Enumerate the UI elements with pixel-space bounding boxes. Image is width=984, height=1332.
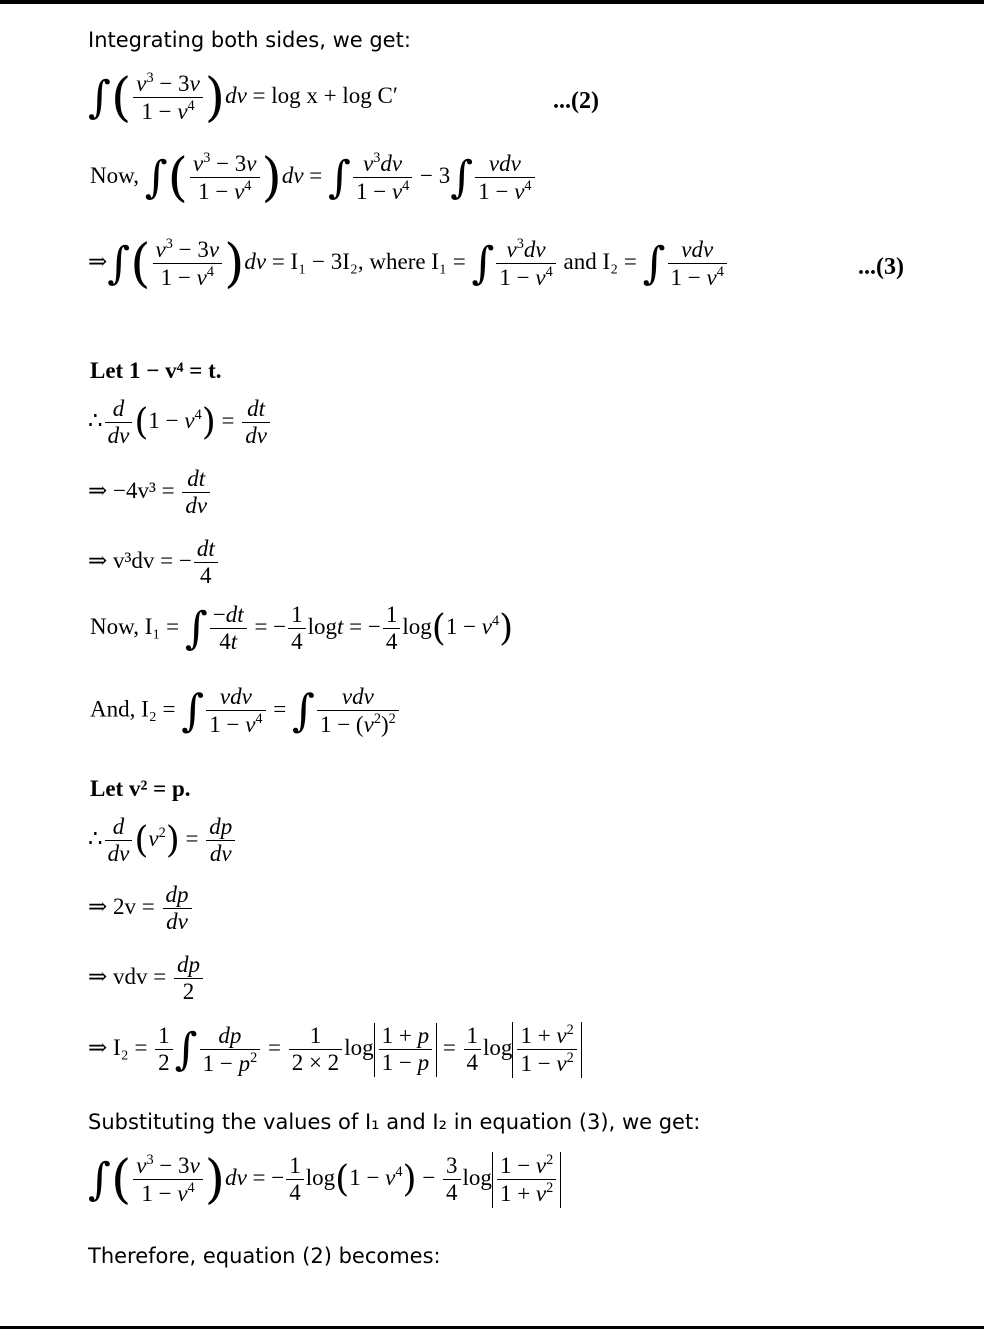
therefore-symbol-2: ∴ — [88, 826, 103, 852]
therefore-symbol: ∴ — [88, 408, 103, 434]
step-v3dv-label: ⇒ v³dv = − — [88, 548, 192, 574]
I2-lead-label: ⇒ I₂ = — [88, 1035, 148, 1061]
step-vdv-label: ⇒ vdv = — [88, 964, 167, 990]
step-2v-label: ⇒ 2v = — [88, 894, 155, 920]
equation-3: ⇒∫( $\frac{v^3 - 3v}{1 - v^4}$ )dv = I₁ − 3I₂, where I₁ = ∫ $\frac{v^3dv}{1 - v^4}$ and I₂ = ∫ $\frac{\text{vdv}}{1 - v^4}$ — [88, 236, 729, 292]
let-t: Let 1 − v⁴ = t. — [90, 358, 222, 383]
step-vdv: ⇒ vdv = $\frac{dp}{2}$ — [88, 952, 205, 1006]
equation-now-split: Now, ∫( $\frac{v^3 - 3v}{1 - v^4}$ )dv = ∫ $\frac{v^3dv}{1 - v^4}$ − 3∫ $\frac{\text{vdv}}{1 - v^4}$ — [90, 150, 537, 206]
derivative-t: ∴ $\frac{d}{dv}$ $(1 - v^4)$ = $\frac{dt}{dv}$ — [88, 396, 272, 450]
eq2-number: ...(2) — [553, 88, 599, 114]
eq3-number: ...(3) — [858, 254, 904, 280]
step-minus4: ⇒ −4v³ = $\frac{dt}{dv}$ — [88, 466, 212, 520]
eq2-rhs: = log x + log C′ — [252, 83, 398, 109]
eq3-middle: = I₁ − 3I₂, where I₁ = — [271, 249, 466, 275]
equation-I2-result: ⇒ I₂ = $\frac{1}{2}$ ∫ $\frac{dp}{1 - p^2}$ = $\frac{1}{2 \times 2}$ log $\frac{1 + p}{1 - p}$ = $\frac{1}{4}$ log $\frac{1 + v^2}{1 - v^2}$ — [88, 1022, 582, 1078]
now-I1-label: Now, I₁ = — [90, 614, 180, 640]
final-text: Therefore, equation (2) becomes: — [88, 1244, 441, 1268]
now-label: Now, — [90, 163, 139, 189]
bottom-rule — [0, 1326, 984, 1329]
top-rule — [0, 0, 984, 4]
equation-2: ∫( $\frac{v^3 - 3v}{1 - v^4}$ )dv = log x + log C′ — [88, 67, 398, 128]
derivative-p: ∴ $\frac{d}{dv}$ $(v^2)$ = $\frac{dp}{dv}$ — [88, 814, 237, 868]
step-minus4-label: ⇒ −4v³ = — [88, 478, 175, 504]
substituting-text: Substituting the values of I₁ and I₂ in equation (3), we get: — [88, 1110, 701, 1134]
step-v3dv: ⇒ v³dv = − $\frac{dt}{4}$ — [88, 536, 220, 590]
eq3-and: and I₂ = — [563, 249, 637, 275]
let-p: Let v² = p. — [90, 776, 191, 801]
step-2v: ⇒ 2v = $\frac{dp}{dv}$ — [88, 882, 194, 936]
and-I2-label: And, I₂ = — [90, 696, 176, 722]
implies-symbol: ⇒ — [88, 249, 108, 275]
intro-text: Integrating both sides, we get: — [88, 28, 411, 52]
equation-I1: Now, I₁ = ∫ $\frac{-dt}{4t}$ = − $\frac{1}{4}$ logt = − $\frac{1}{4}$ $\log(1 - v^4)$ — [90, 602, 514, 655]
equation-I2: And, I₂ = ∫ $\frac{\text{vdv}}{1 - v^4}$ = ∫ $\frac{\text{vdv}}{1 - (v^2)^2}$ — [90, 684, 401, 739]
equation-final-integral: ∫( $\frac{v^3 - 3v}{1 - v^4}$ )dv = − $\frac{1}{4}$ $\log(1 - v^4)$ − $\frac{3}{4}$ log $\frac{1 - v^2}{1 + v^2}$ — [88, 1152, 561, 1208]
